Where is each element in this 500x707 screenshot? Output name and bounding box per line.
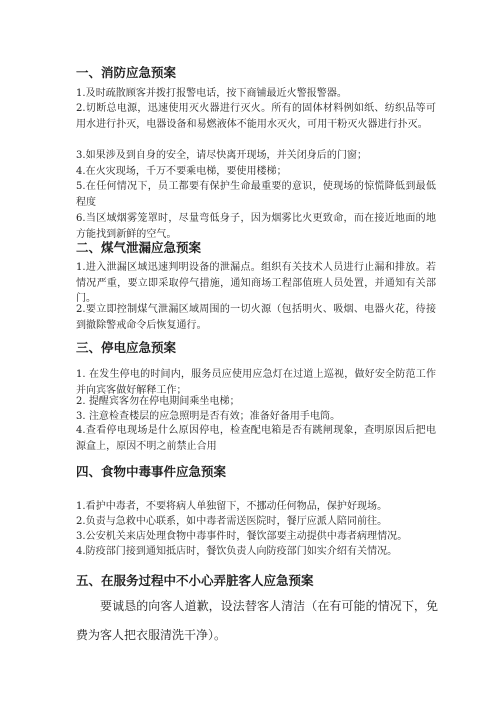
section-title-gas: 二、煤气泄漏应急预案 [76, 240, 202, 255]
fire-item-2: 2.切断总电源，迅速使用灭火器进行灭火。所有的固体材料例如纸、纺织品等可用水进行扑灭，电器设备和易燃液体不能用水灭火，可用干粉灭火器进行扑灭。 [76, 103, 436, 130]
fire-item-4: 4.在火灾现场，千万不要乘电梯，要使用楼梯； [76, 166, 287, 177]
fire-item-6: 6.当区域烟雾笼罩时，尽量弯低身子，因为烟雾比火更致命，而在接近地面的地方能找到新鲜的空气。 [76, 213, 436, 240]
food-item-2: 2.负责与急救中心联系，如中毒者需送医院时，餐厅应派人陪同前往。 [76, 516, 388, 527]
food-item-4: 4.防疫部门接到通知抵店时，餐饮负责人向防疫部门如实介绍有关情况。 [76, 546, 398, 557]
gas-item-1: 1.进入泄漏区域迅速判明设备的泄漏点。组织有关技术人员进行止漏和排放。若情况严重，要立即采取停气措施，通知商场工程部值班人员处置，并通知有关部门。 [76, 262, 436, 305]
section-title-guest: 五、在服务过程中不小心弄脏客人应急预案 [76, 573, 314, 588]
fire-item-1: 1.及时疏散顾客并拨打报警电话，按下商铺最近火警报警器。 [76, 88, 347, 99]
power-item-3: 3. 注意检查楼层的应急照明是否有效；准备好备用手电筒。 [76, 411, 341, 422]
power-item-2: 2. 提醒宾客勿在停电期间乘坐电梯； [76, 396, 240, 407]
section-title-fire: 一、消防应急预案 [76, 65, 177, 80]
section-title-power: 三、停电应急预案 [76, 340, 177, 355]
food-item-3: 3.公安机关来店处理食物中毒事件时，餐饮部要主动提供中毒者病理情况。 [76, 531, 408, 542]
power-item-1: 1. 在发生停电的时间内，服务员应使用应急灯在过道上巡视，做好安全防范工作并向宾客做好解释工作； [76, 369, 436, 396]
power-item-4: 4.查看停电现场是什么原因停电，检查配电箱是否有跳闸现象，查明原因后把电源盒上，原因不明之前禁止合用 [76, 425, 436, 452]
guest-body: 要诚恳的向客人道歉，设法替客人清洁（在有可能的情况下，免费为客人把衣服清洗干净）。 [76, 599, 438, 642]
section-title-food: 四、食物中毒事件应急预案 [76, 464, 227, 479]
gas-item-2: 2.要立即控制煤气泄漏区域周围的一切火源（包括明火、吸烟、电器火花，待接到撤除警戒命令后恢复通行。 [76, 304, 436, 331]
food-item-1: 1.看护中毒者，不要将病人单独留下，不挪动任何物品，保护好现场。 [76, 501, 388, 512]
fire-item-5: 5.在任何情况下，员工都要有保护生命最重要的意识，使现场的惊慌降低到最低程度 [76, 181, 436, 208]
fire-item-3: 3.如果涉及到自身的安全，请尽快离开现场，并关闭身后的门窗； [76, 150, 368, 161]
